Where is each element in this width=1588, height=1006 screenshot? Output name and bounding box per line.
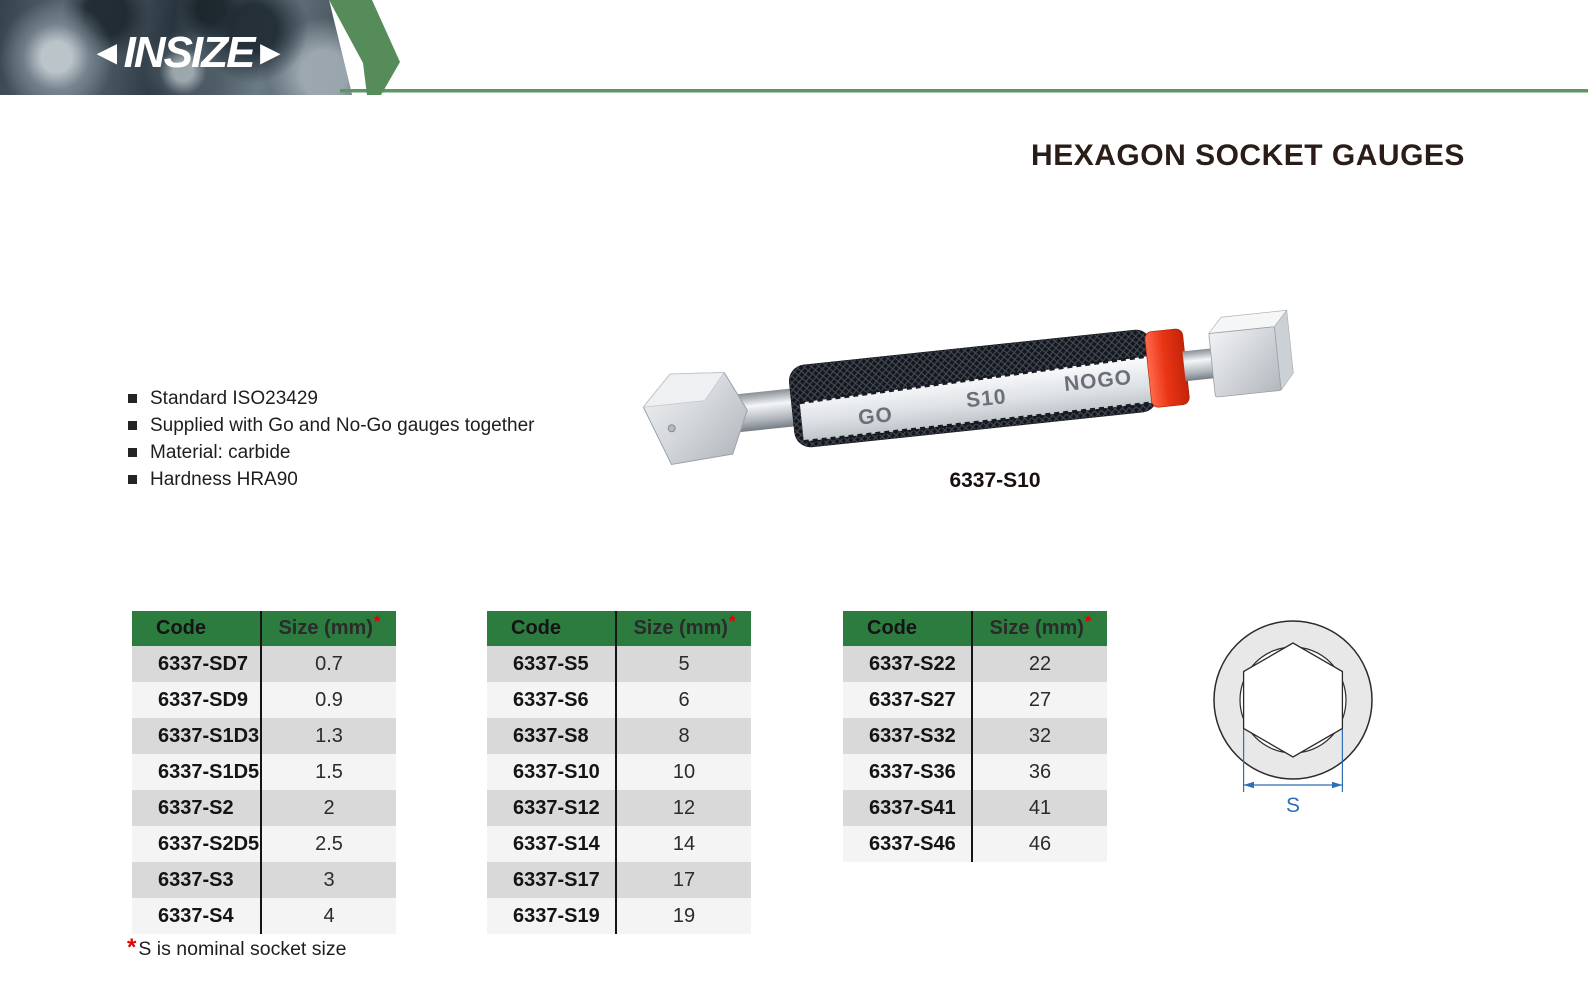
feature-text: Material: carbide	[150, 441, 291, 463]
table-row	[843, 826, 1107, 862]
table-row	[843, 754, 1107, 790]
column-header-code: Code	[156, 617, 206, 639]
size-cell: 1.3	[260, 718, 396, 754]
code-cell: 6337-S5	[513, 652, 589, 675]
table-row	[487, 898, 751, 934]
logo-text: INSIZE	[123, 28, 254, 77]
size-cell: 2.5	[260, 826, 396, 862]
table-row	[132, 718, 396, 754]
code-cell: 6337-S32	[869, 724, 956, 747]
hex-head-center-dot	[668, 424, 676, 432]
insize-logo	[90, 28, 287, 78]
bullet-square-icon	[128, 421, 137, 430]
table-row	[487, 682, 751, 718]
column-header-size-label: Size (mm)	[633, 617, 728, 639]
column-header-size-label: Size (mm)	[989, 617, 1084, 639]
table-row	[487, 790, 751, 826]
table-header-row	[843, 611, 1107, 646]
size-cell: 32	[971, 718, 1107, 754]
gauge-body	[640, 309, 1296, 466]
table-row	[843, 646, 1107, 682]
code-cell: 6337-S2	[158, 796, 234, 819]
code-cell: 6337-S6	[513, 688, 589, 711]
size-cell: 41	[971, 790, 1107, 826]
column-header-size: Size (mm) *	[260, 611, 396, 646]
code-cell: 6337-S4	[158, 904, 234, 927]
code-cell: 6337-S22	[869, 652, 956, 675]
table-row	[843, 790, 1107, 826]
footnote-text: S is nominal socket size	[138, 938, 347, 960]
code-cell: 6337-S8	[513, 724, 589, 747]
table-row	[132, 682, 396, 718]
dimension-label: S	[1285, 794, 1301, 817]
code-cell: 6337-S46	[869, 832, 956, 855]
size-table-2	[487, 611, 751, 934]
size-cell: 17	[615, 862, 751, 898]
gauge-square-end-block	[1209, 327, 1281, 398]
table-row	[843, 682, 1107, 718]
size-cell: 2	[260, 790, 396, 826]
page-title: HEXAGON SOCKET GAUGES	[1031, 139, 1465, 172]
code-cell: 6337-S3	[158, 868, 234, 891]
size-cell: 22	[971, 646, 1107, 682]
table-row	[487, 718, 751, 754]
feature-text: Supplied with Go and No-Go gauges together	[150, 414, 535, 436]
size-cell: 10	[615, 754, 751, 790]
code-cell: 6337-S19	[513, 904, 600, 927]
gauge-red-band	[1144, 328, 1190, 408]
size-cell: 12	[615, 790, 751, 826]
footnote-asterisk: *	[127, 934, 137, 961]
code-cell: 6337-S41	[869, 796, 956, 819]
table-row	[132, 646, 396, 682]
code-cell: 6337-S17	[513, 868, 600, 891]
size-marking: S10	[965, 385, 1008, 413]
size-cell: 8	[615, 718, 751, 754]
table-header-row	[487, 611, 751, 646]
code-cell: 6337-S1D3	[158, 724, 260, 747]
table-row	[487, 826, 751, 862]
code-cell: 6337-SD9	[158, 688, 249, 711]
bullet-square-icon	[128, 475, 137, 484]
logo-right-arrow-icon: ►	[253, 34, 288, 72]
size-cell: 0.7	[260, 646, 396, 682]
size-table-1	[132, 611, 396, 934]
code-cell: 6337-S36	[869, 760, 956, 783]
go-marking: GO	[857, 403, 895, 430]
feature-item	[128, 412, 534, 439]
feature-text: Hardness HRA90	[150, 468, 298, 490]
table-row	[487, 646, 751, 682]
size-cell: 14	[615, 826, 751, 862]
size-cell: 0.9	[260, 682, 396, 718]
table-row	[132, 826, 396, 862]
size-cell: 36	[971, 754, 1107, 790]
bullet-square-icon	[128, 448, 137, 457]
feature-item	[128, 439, 534, 466]
code-cell: 6337-S10	[513, 760, 600, 783]
dimension-arrow-right	[1332, 782, 1342, 788]
page-header	[0, 0, 1588, 96]
table-row	[132, 790, 396, 826]
code-cell: 6337-S14	[513, 832, 600, 855]
footnote	[127, 934, 347, 961]
size-cell: 4	[260, 898, 396, 934]
logo-left-arrow-icon: ◄	[90, 34, 124, 72]
dimension-arrow-left	[1244, 782, 1254, 788]
feature-list	[128, 385, 534, 493]
code-cell: 6337-SD7	[158, 652, 249, 675]
feature-item	[128, 385, 534, 412]
code-cell: 6337-S1D5	[158, 760, 260, 783]
size-cell: 46	[971, 826, 1107, 862]
code-cell: 6337-S2D5	[158, 832, 260, 855]
column-header-size: Size (mm) *	[971, 611, 1107, 646]
table-row	[487, 862, 751, 898]
table-header-row	[132, 611, 396, 646]
table-row	[132, 898, 396, 934]
column-header-code: Code	[511, 617, 561, 639]
product-caption: 6337-S10	[949, 469, 1041, 492]
table-row	[843, 718, 1107, 754]
feature-item	[128, 466, 534, 493]
size-cell: 27	[971, 682, 1107, 718]
size-cell: 1.5	[260, 754, 396, 790]
table-row	[132, 862, 396, 898]
size-cell: 6	[615, 682, 751, 718]
table-row	[132, 754, 396, 790]
hex-socket-diagram	[1195, 596, 1395, 826]
bullet-square-icon	[128, 394, 137, 403]
size-cell: 19	[615, 898, 751, 934]
code-cell: 6337-S27	[869, 688, 956, 711]
table-row	[487, 754, 751, 790]
size-cell: 3	[260, 862, 396, 898]
column-header-code: Code	[867, 617, 917, 639]
nogo-marking: NOGO	[1062, 365, 1134, 396]
column-header-size: Size (mm) *	[615, 611, 751, 646]
code-cell: 6337-S12	[513, 796, 600, 819]
size-table-3	[843, 611, 1107, 862]
feature-text: Standard ISO23429	[150, 387, 318, 409]
size-cell: 5	[615, 646, 751, 682]
column-header-size-label: Size (mm)	[278, 617, 373, 639]
